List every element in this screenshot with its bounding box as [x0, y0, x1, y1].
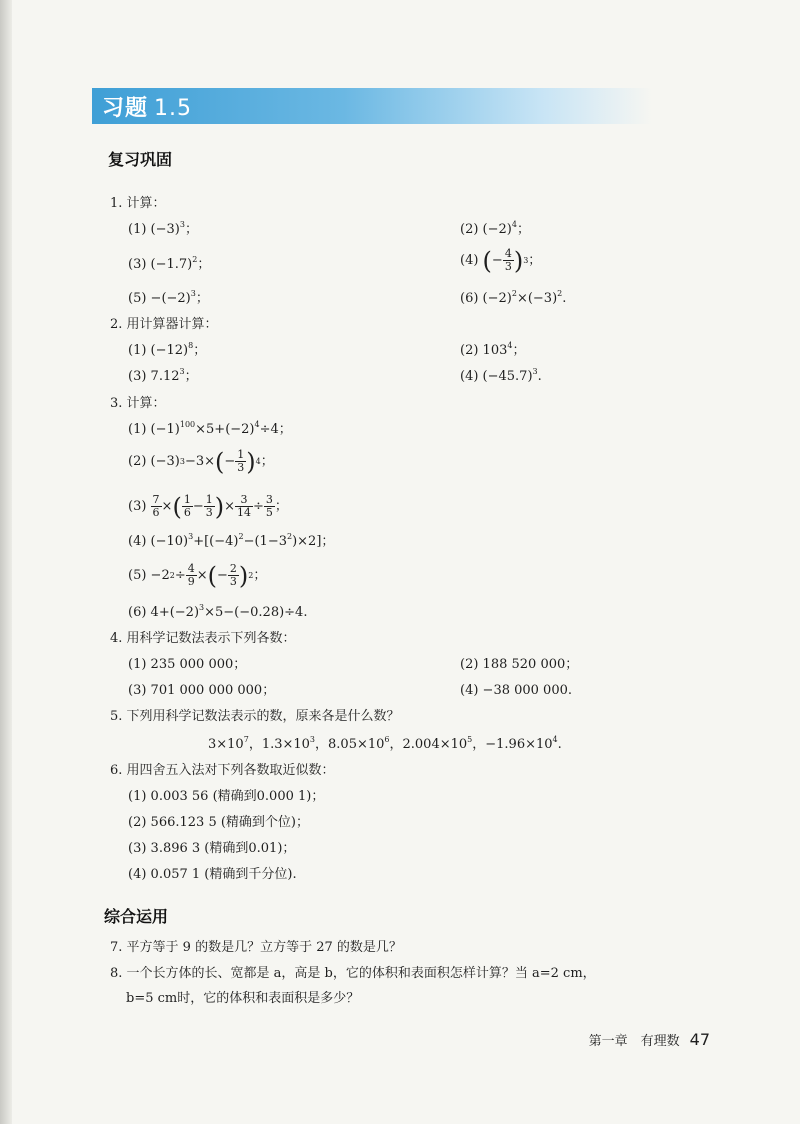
q6-stem: 6. 用四舍五入法对下列各数取近似数：	[110, 763, 335, 778]
q3-item-5: (5) −2 2 ÷ $\frac{4}{9}$ × ( − $\frac{2}{3}$ ) 2 ；	[128, 561, 267, 590]
q1-item-3: (3) $(-1.7)^2$；	[128, 255, 211, 272]
section-applied-heading: 综合运用	[104, 907, 169, 926]
page-footer	[589, 1030, 710, 1049]
q6-item-2: (2) 566.123 5 (精确到个位)；	[128, 815, 309, 830]
q2-item-2: (2) $103^4$；	[460, 341, 526, 358]
q2-item-1: (1) $(-12)^8$；	[128, 341, 207, 358]
q4-stem: 4. 用科学记数法表示下列各数：	[110, 631, 296, 646]
q1-item-6: (6) $(-2)^2\times(-3)^2$.	[460, 289, 567, 306]
q4-item-4: (4) −38 000 000.	[460, 683, 573, 698]
q3-item-4: (4) $(-10)^3+[(-4)^2-(1-3^2)\times 2]$；	[128, 532, 335, 549]
exercise-title-text: 习题	[102, 96, 149, 121]
q6-item-1: (1) 0.003 56 (精确到0.000 1)；	[128, 789, 325, 804]
q3-item-6: (6) $4+(-2)^3\times 5-(-0.28)\div 4$.	[128, 603, 308, 620]
q1-stem: 1. 计算：	[110, 196, 166, 211]
q8-line-1: 8. 一个长方体的长、宽都是 a，高是 b，它的体积和表面积怎样计算？当 a=2 cm，	[110, 966, 596, 981]
q1-item-5: $(5) -(-2)^3$；	[128, 289, 209, 306]
q5-stem: 5. 下列用科学记数法表示的数，原来各是什么数？	[110, 709, 400, 724]
q8-line-2: b=5 cm时，它的体积和表面积是多少？	[126, 991, 360, 1006]
q4-item-2: (2) 188 520 000；	[460, 657, 579, 672]
q2-item-4: (4) $(-45.7)^3$.	[460, 367, 542, 384]
exercise-title	[102, 91, 192, 122]
page-number: 47	[689, 1030, 710, 1049]
exercise-number: 1.5	[154, 96, 193, 121]
q4-item-1: (1) 235 000 000；	[128, 657, 247, 672]
q6-item-3: (3) 3.896 3 (精确到0.01)；	[128, 841, 296, 856]
q7-text: 7. 平方等于 9 的数是几？立方等于 27 的数是几？	[110, 940, 402, 955]
q3-item-2: (2) (−3) 3 −3× ( − $\frac{1}{3}$ ) 4 ；	[128, 447, 274, 476]
q2-item-3: (3) 7.12$^3$；	[128, 367, 198, 384]
chapter-label: 第一章 有理数	[588, 1034, 680, 1049]
section-review-heading: 复习巩固	[108, 150, 173, 169]
q5-numbers: $3\times 10^7$，$1.3\times 10^3$，$8.05\times 10^6$，$2.004\times 10^5$，$-1.96\times 10^4$.	[208, 735, 562, 752]
q1-item-1: (1) $(-3)^3$；	[128, 220, 198, 237]
q2-stem: 2. 用计算器计算：	[110, 317, 218, 332]
q3-item-3: (3) $\frac{7}{6}$ × ( $\frac{1}{6}$ − $\frac{1}{3}$ ) × $\frac{3}{14}$ ÷ $\frac{3}{5}$ ；	[128, 492, 288, 521]
q3-stem: 3. 计算：	[110, 396, 166, 411]
q3-item-1: (1) $(-1)^{100}\times 5+(-2)^4\div 4$；	[128, 420, 292, 437]
q4-item-3: (3) 701 000 000 000；	[128, 683, 276, 698]
q6-item-4: (4) 0.057 1 (精确到千分位).	[128, 867, 297, 882]
q1-item-4: (4) ( − $\frac{4}{3}$ ) 3 ；	[460, 246, 542, 275]
exercise-header-banner	[92, 88, 652, 124]
page-binding-edge	[0, 0, 12, 1124]
q1-item-2: (2) $(-2)^4$；	[460, 220, 530, 237]
